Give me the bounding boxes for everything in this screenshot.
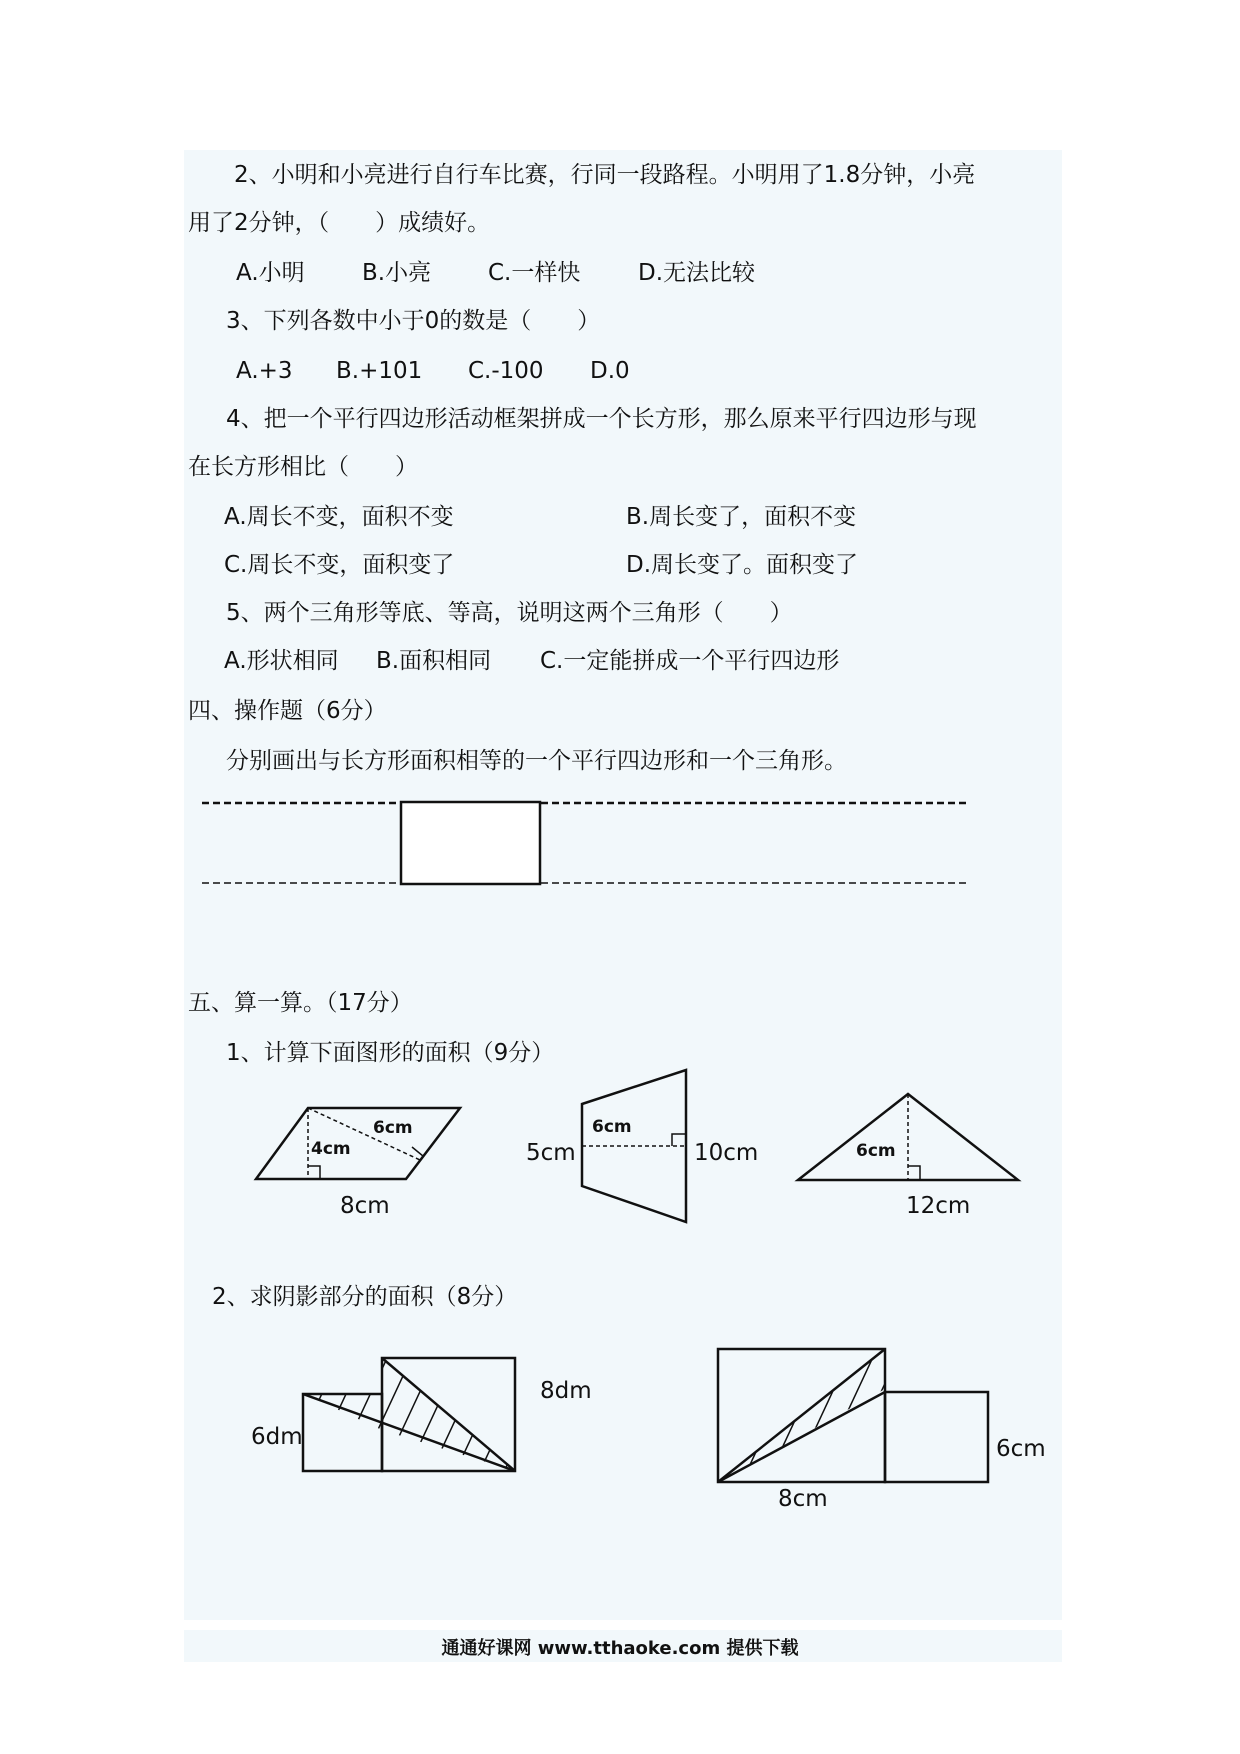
section5-part1-title: 1、计算下面图形的面积（9分） <box>226 1040 555 1066</box>
small-square <box>885 1392 988 1482</box>
right-angle-mark <box>412 1147 423 1166</box>
q5-option-b: B.面积相同 <box>376 648 492 674</box>
q3-option-b: B.+101 <box>336 358 423 384</box>
q4-line2: 在长方形相比（ ） <box>188 454 418 480</box>
section5-title: 五、算一算。（17分） <box>188 990 413 1016</box>
q2-option-d: D.无法比较 <box>638 260 756 286</box>
trapezoid-bottom-label: 10cm <box>694 1140 759 1166</box>
parallelogram-base-label: 8cm <box>340 1193 390 1219</box>
trapezoid-figure <box>526 1070 758 1222</box>
parallelogram-height-label: 4cm <box>311 1139 351 1159</box>
section4-instruction: 分别画出与长方形面积相等的一个平行四边形和一个三角形。 <box>226 748 847 774</box>
q2-line1: 2、小明和小亮进行自行车比赛，行同一段路程。小明用了1.8分钟，小亮 <box>234 162 976 188</box>
q5-option-c: C.一定能拼成一个平行四边形 <box>540 648 840 674</box>
section4-title: 四、操作题（6分） <box>188 698 387 724</box>
q4-option-d: D.周长变了。面积变了 <box>626 552 859 578</box>
q4-line1: 4、把一个平行四边形活动框架拼成一个长方形，那么原来平行四边形与现 <box>226 406 977 432</box>
q3-line1: 3、下列各数中小于0的数是（ ） <box>226 308 601 334</box>
right-angle-mark <box>672 1134 686 1146</box>
q4-option-c: C.周长不变，面积变了 <box>224 552 455 578</box>
q2-option-b: B.小亮 <box>362 260 432 286</box>
q3-option-c: C.-100 <box>468 358 544 384</box>
right-angle-mark <box>308 1166 320 1179</box>
triangle-figure <box>798 1094 1018 1219</box>
shaded-figure-1 <box>251 1358 592 1471</box>
trapezoid-height-label: 6cm <box>592 1117 632 1137</box>
q5-option-a: A.形状相同 <box>224 648 339 674</box>
q3-option-a: A.+3 <box>236 358 293 384</box>
trapezoid-top-label: 5cm <box>526 1140 576 1166</box>
q2-option-c: C.一样快 <box>488 260 581 286</box>
right-angle-mark <box>908 1166 920 1180</box>
q4-option-a: A.周长不变，面积不变 <box>224 504 454 530</box>
figure2-large-label: 8cm <box>778 1486 828 1512</box>
reference-rectangle <box>401 802 540 884</box>
diagonal-line-1 <box>718 1349 885 1482</box>
parallelogram-slant-label: 6cm <box>373 1118 413 1138</box>
footer-text: 通通好课网 www.tthaoke.com 提供下载 <box>441 1638 799 1659</box>
q2-option-a: A.小明 <box>236 260 305 286</box>
q3-option-d: D.0 <box>590 358 630 384</box>
figure1-large-label: 8dm <box>540 1378 592 1404</box>
q2-line2: 用了2分钟，（ ）成绩好。 <box>188 210 491 236</box>
section5-part2-title: 2、求阴影部分的面积（8分） <box>212 1284 518 1310</box>
q5-line1: 5、两个三角形等底、等高，说明这两个三角形（ ） <box>226 600 793 626</box>
triangle-base-label: 12cm <box>906 1193 971 1219</box>
q4-option-b: B.周长变了，面积不变 <box>626 504 857 530</box>
triangle-height-label: 6cm <box>856 1141 896 1161</box>
drawing-area <box>202 802 970 884</box>
parallelogram-figure <box>256 1108 460 1219</box>
figure1-small-label: 6dm <box>251 1424 303 1450</box>
parallelogram-shape <box>256 1108 460 1179</box>
diagonal-line-2 <box>718 1392 885 1482</box>
figure2-small-label: 6cm <box>996 1436 1046 1462</box>
shaded-figure-2 <box>718 1349 1046 1512</box>
